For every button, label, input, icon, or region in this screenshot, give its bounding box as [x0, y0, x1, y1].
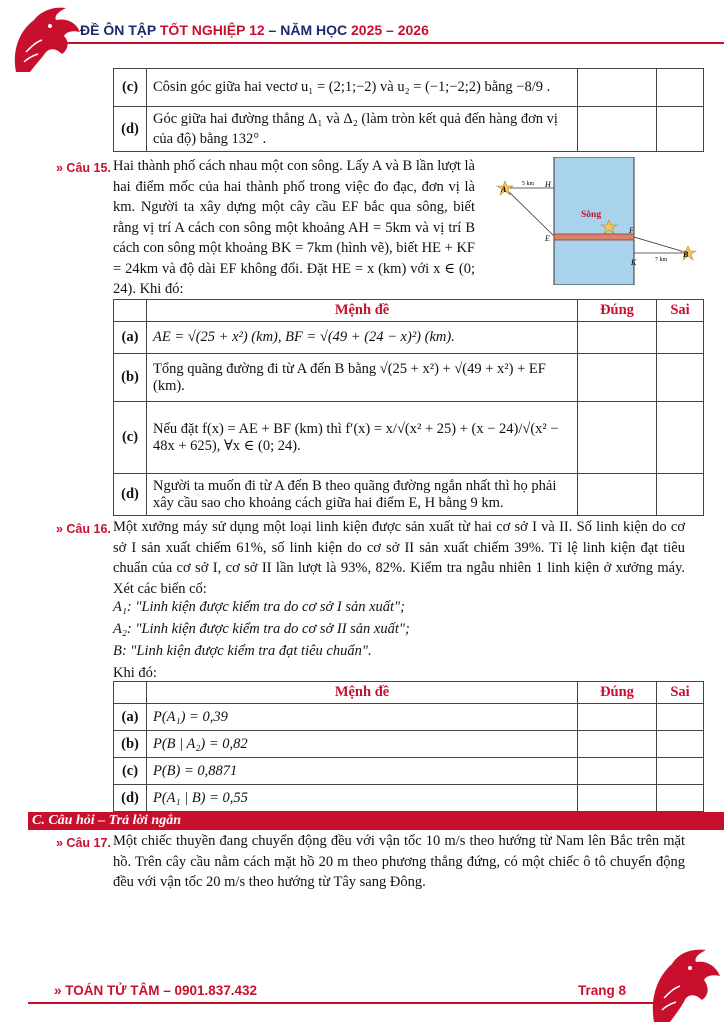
- question-16-text: Một xưởng máy sử dụng một loại linh kiện được sản xuất từ hai cơ sở I và II. Số linh kiện do cơ sở I sản xuất chiếm 61%, số linh kiện do cơ sở II sản xuất chiếm 39%. Tỉ lệ linh kiện đạt tiêu chuẩn của cơ sở I, cơ sở II lần lượt là 93%, 82%. Kiểm tra ngẫu nhiên 1 linh kiện ở xưởng máy. Xét các biến cố:: [113, 519, 685, 597]
- true-cell[interactable]: [578, 354, 657, 402]
- header-false: Sai: [657, 682, 704, 704]
- horse-logo-icon: [642, 940, 724, 1024]
- false-cell[interactable]: [657, 785, 704, 812]
- header-rule: [56, 42, 724, 44]
- header-true: Đúng: [578, 682, 657, 704]
- table-row: (d) P(A₁ | B) = 0,55: [114, 785, 704, 812]
- figure-label-h: H: [545, 180, 551, 189]
- table-row: (c) P(B) = 0,8871: [114, 758, 704, 785]
- question-15-table: [113, 299, 704, 516]
- table-row: (c) Côsin góc giữa hai vectơ u₁ = (2;1;−2) và u₂ = (−1;−2;2) bằng −8/9 .: [114, 69, 704, 107]
- table-row: (d) Người ta muốn đi từ A đến B theo quãng đường ngắn nhất thì họ phải xây cầu sao cho khoảng cách giữa hai điểm E, H bằng 9 km.: [114, 474, 704, 516]
- false-cell[interactable]: [657, 107, 704, 152]
- true-cell[interactable]: [578, 107, 657, 152]
- prev-question-table: [113, 68, 704, 152]
- true-cell[interactable]: [578, 785, 657, 812]
- page-header: [0, 0, 724, 60]
- table-row: (a) AE = √(25 + x²) (km), BF = √(49 + (24 − x)²) (km).: [114, 322, 704, 354]
- horse-logo-icon: [6, 2, 86, 78]
- table-header-row: [114, 682, 704, 704]
- river-bridge-figure: [487, 157, 705, 285]
- question-17-text: Một chiếc thuyền đang chuyển động đều với vận tốc 10 m/s theo hướng từ Nam lên Bắc trên mặt hồ. Trên cây cầu nằm cách mặt hồ 20 m theo phương thẳng đứng, có một chiếc ô tô chuyển động đều với vận tốc 20 m/s theo hướng từ Tây sang Đông.: [113, 833, 685, 890]
- event-b: B: "Linh kiện được kiểm tra đạt tiêu chuẩn".: [113, 643, 372, 659]
- false-cell[interactable]: [657, 322, 704, 354]
- header-statement: Mệnh đề: [147, 682, 578, 704]
- figure-label-e: E: [545, 234, 550, 243]
- true-cell[interactable]: [578, 474, 657, 516]
- footer-page-number: Trang 8: [578, 983, 627, 998]
- section-c-heading: C. Câu hỏi – Trả lời ngắn: [28, 812, 724, 830]
- figure-label-b: B: [683, 250, 689, 259]
- figure-label-f: F: [629, 226, 634, 235]
- event-a2: A₂: "Linh kiện được kiểm tra do cơ sở II sản xuất";: [113, 621, 410, 637]
- false-cell[interactable]: [657, 474, 704, 516]
- footer-author: » TOÁN TỬ TÂM – 0901.837.432: [54, 983, 258, 998]
- table-header-row: [114, 300, 704, 322]
- false-cell[interactable]: [657, 354, 704, 402]
- figure-label-river: Sông: [581, 210, 602, 220]
- false-cell[interactable]: [657, 69, 704, 107]
- true-cell[interactable]: [578, 704, 657, 731]
- figure-label-7km: 7 km: [655, 257, 668, 263]
- event-a1: A₁: "Linh kiện được kiểm tra do cơ sở I sản xuất";: [113, 599, 405, 615]
- header-statement: Mệnh đề: [147, 300, 578, 322]
- figure-label-5km: 5 km: [522, 181, 535, 187]
- header-false: Sai: [657, 300, 704, 322]
- footer-rule: [28, 1002, 668, 1004]
- question-16-table: [113, 681, 704, 812]
- question-16-number: » Câu 16.: [56, 522, 111, 536]
- true-cell[interactable]: [578, 322, 657, 354]
- true-cell[interactable]: [578, 69, 657, 107]
- table-row: (c) Nếu đặt f(x) = AE + BF (km) thì f′(x) = x/√(x² + 25) + (x − 24)/√(x² − 48x + 625), ∀x ∈ (0; 24).: [114, 402, 704, 474]
- true-cell[interactable]: [578, 402, 657, 474]
- header-title: ĐỀ ÔN TẬP TỐT NGHIỆP 12 – NĂM HỌC 2025 – 2026: [80, 22, 429, 38]
- khi-do: Khi đó:: [113, 665, 157, 681]
- question-15-text: Hai thành phố cách nhau một con sông. Lấy A và B lần lượt là hai điểm mốc của hai thành phố trong việc đo đạc, đơn vị là km. Người ta xây dựng một cây cầu EF bắc qua sông, biết rằng vị trí A cách con sông một khoảng AH = 5km và vị trí B cách con sông một khoảng BK = 7km (hình vẽ), biết HE + KF = 24km và độ dài EF không đổi. Đặt HE = x (km) với x ∈ (0; 24). Khi đó:: [113, 158, 475, 297]
- table-row: (b) Tổng quãng đường đi từ A đến B bằng √(25 + x²) + √(49 + x²) + EF (km).: [114, 354, 704, 402]
- false-cell[interactable]: [657, 402, 704, 474]
- true-cell[interactable]: [578, 758, 657, 785]
- figure-label-k: K: [631, 258, 637, 267]
- header-true: Đúng: [578, 300, 657, 322]
- table-row: (d) Góc giữa hai đường thẳng Δ₁ và Δ₂ (làm tròn kết quả đến hàng đơn vị của độ) bằng 132° .: [114, 107, 704, 152]
- table-row: (a) P(A₁) = 0,39: [114, 704, 704, 731]
- question-15-number: » Câu 15.: [56, 161, 111, 175]
- false-cell[interactable]: [657, 704, 704, 731]
- figure-label-a: A: [501, 185, 507, 194]
- false-cell[interactable]: [657, 731, 704, 758]
- question-17-number: » Câu 17.: [56, 836, 111, 850]
- table-row: (b) P(B | A₂) = 0,82: [114, 731, 704, 758]
- false-cell[interactable]: [657, 758, 704, 785]
- true-cell[interactable]: [578, 731, 657, 758]
